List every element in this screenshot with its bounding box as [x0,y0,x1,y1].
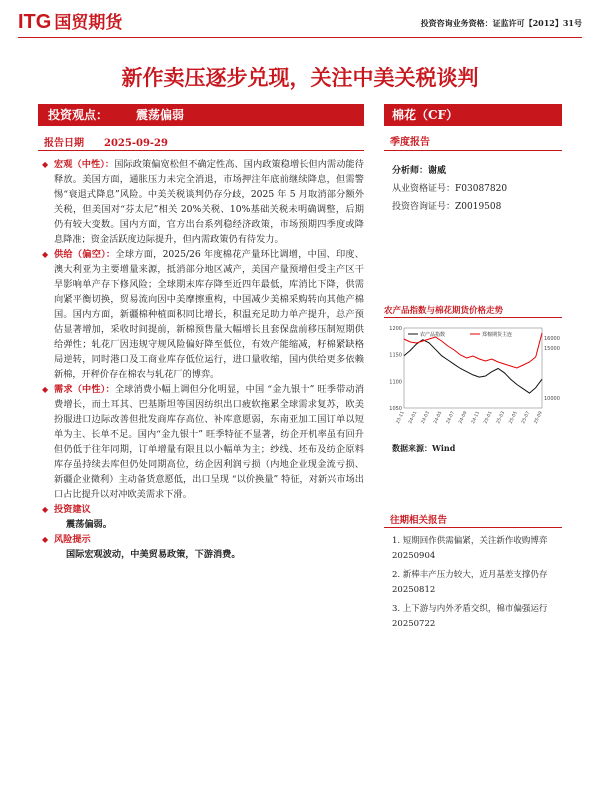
cert-value: F03087820 [455,184,508,194]
view-value: 震荡偏弱 [136,108,185,122]
bullet-icon: ◆ [42,535,49,544]
invest-label: 投资咨询证号： [392,202,456,212]
x-tick-label: 25-07 [521,410,532,425]
related-title: 往期相关报告 [390,515,448,526]
left-divider [38,150,364,151]
view-bar [38,104,364,126]
series-line-cotton-futures [404,333,542,368]
report-date-label: 报告日期 [44,138,84,149]
quarterly-label: 季度报告 [390,137,430,148]
paragraph-risk [42,532,364,562]
bullet-icon: ◆ [42,250,49,259]
report-date-value: 2025-09-29 [104,138,168,149]
legend-label: 郑棉期货主连 [482,332,513,338]
paragraph-advice [42,502,364,532]
paragraph-text: 震荡偏弱。 [66,519,112,530]
license-text: 投资咨询业务资格：证监许可【2012】31号 [420,18,582,28]
report-title: 新作卖压逐步兑现，关注中美关税谈判 [121,65,479,90]
header-divider [18,37,582,38]
analyst-value: 谢威 [428,166,447,176]
x-tick-label: 24-07 [445,410,456,425]
bullet-icon: ◆ [42,385,49,394]
chart-title: 农产品指数与棉花期货价格走势 [384,306,504,316]
x-tick-label: 24-09 [458,410,469,425]
price-chart [384,320,562,440]
paragraph-label: 供给（偏空）： [54,249,116,260]
x-tick-label: 25-01 [483,410,494,425]
paragraph-demand [42,382,364,502]
x-tick-label: 24-01 [408,410,419,425]
left-tick-label: 1200 [389,326,402,332]
company-logo [18,8,122,34]
paragraph-text: 全球消费小幅上调但分化明显，中国 “金九银十” 旺季带动消费增长，而土耳其、巴基斯坦等国因纺织出口疲软拖累全球需求复苏，欧美扮服进口边际改善但批发商库存高位、补库意愿弱，东南亚加工国订单以短单为主、长单不足。国内“金九银十” 旺季特征不显著，纺企开机率虽有回升但仍低于往年同期，订单增量有限且以小幅单为主；纱线、坯布及纺企原料库存虽持续去库但仍处同期高位，纺企因利润亏损（内地企业现金流亏损、新疆企业微利）主动备货意愿低，出口呈现 “以价换量” 特征，对新兴市场出口占比提升以对冲欧美需求下滑。 [54,384,365,500]
view-label: 投资观点： [48,108,109,122]
related-item[interactable]: 2. 新棒丰产压力较大，近月基差支撑仍存 20250812 [392,570,548,595]
x-tick-label: 24-05 [433,410,444,425]
related-list [392,534,562,636]
right-tick-label: 10000 [544,396,560,402]
paragraph-label: 需求（中性）： [54,384,115,395]
related-item[interactable]: 1. 短期回作供需偏紧，关注新作收购博弈 20250904 [392,536,548,561]
logo-cn: 国贸期货 [54,13,123,33]
main-body [42,157,364,562]
related-divider [384,527,562,528]
x-tick-label: 25-05 [508,410,519,425]
left-tick-label: 1100 [389,379,402,386]
cert-label: 从业资格证号： [392,184,456,194]
x-tick-label: 24-11 [471,410,482,425]
chart-divider [384,317,562,318]
paragraph-supply [42,247,364,382]
bullet-icon: ◆ [42,505,49,514]
left-tick-label: 1150 [389,352,402,359]
bullet-icon: ◆ [42,160,49,169]
x-tick-label: 25-09 [533,410,544,425]
paragraph-text: 国际政策偏宽松但不确定性高、国内政策稳增长但内需动能待释放。美国方面，通胀压力未完全消退，市场押注年底前继续降息，但需警惕“衰退式降息”风险。中美关税谈判仍存分歧，2025 年 5 月取消部分额外关税，但美国对“芬太尼”相关 20%关税、10%基础关税未明确调整，后期仍有较大变数。国内方面，官方出台系列稳经济政策，市场预期四季度或降息降准；资金活跃度边际提升，但内需政策仍有待发力。 [54,159,364,245]
invest-number [392,199,501,212]
x-tick-label: 25-03 [496,410,507,425]
right-tick-label: 15000 [544,346,560,352]
related-item[interactable]: 3. 上下游与内外矛盾交织，棉市偏强运行 20250722 [392,604,548,629]
cert-number [392,181,507,194]
left-tick-label: 1050 [389,406,402,412]
paragraph-label: 宏观（中性）： [54,159,115,170]
analyst-name [392,163,446,176]
paragraph-text: 全球方面，2025/26 年度棉花产量环比调增，中国、印度、澳大利亚为主要增量来源，抵消部分地区减产，美国产量预增但受主产区干旱影响单产存下修风险；全球期末库存降至近四年最低，库消比下降，供需向紧平衡切换，贸易流向因中美摩擦重构，中国减少美棉采购转向其他产棉国。国内方面，新疆棉种植面积同比增长，积温充足助力单产提升，总产预估显著增加，采收时间提前，新棉预售量大幅增长且套保盘前移压制短期供给弹性；轧花厂因违规守规风险偏好降至低位，有效产能缩减，籽棉紧缺格局逆转，同时港口及工商业库存低位运行，进口量收缩，国内供给更多依赖新棉，开秤价存在棉农与轧花厂的博弈。 [54,249,364,380]
data-source: 数据来源：Wind [392,443,456,453]
analyst-label: 分析师： [392,166,429,176]
invest-value: Z0019508 [455,202,502,212]
paragraph-label: 投资建议 [54,504,91,515]
right-tick-label: 16000 [544,336,560,342]
report-date [44,134,168,149]
logo-en: ITG [18,11,52,33]
x-tick-label: 23-11 [395,410,406,425]
legend-label: 农产品指数 [420,332,446,338]
paragraph-text: 国际宏观波动，中美贸易政策，下游消费。 [66,549,241,560]
right-divider [384,150,562,151]
paragraph-macro [42,157,364,247]
x-tick-label: 24-03 [420,410,431,425]
paragraph-label: 风险提示 [54,534,91,545]
product-bar: 棉花（CF） [384,104,562,126]
